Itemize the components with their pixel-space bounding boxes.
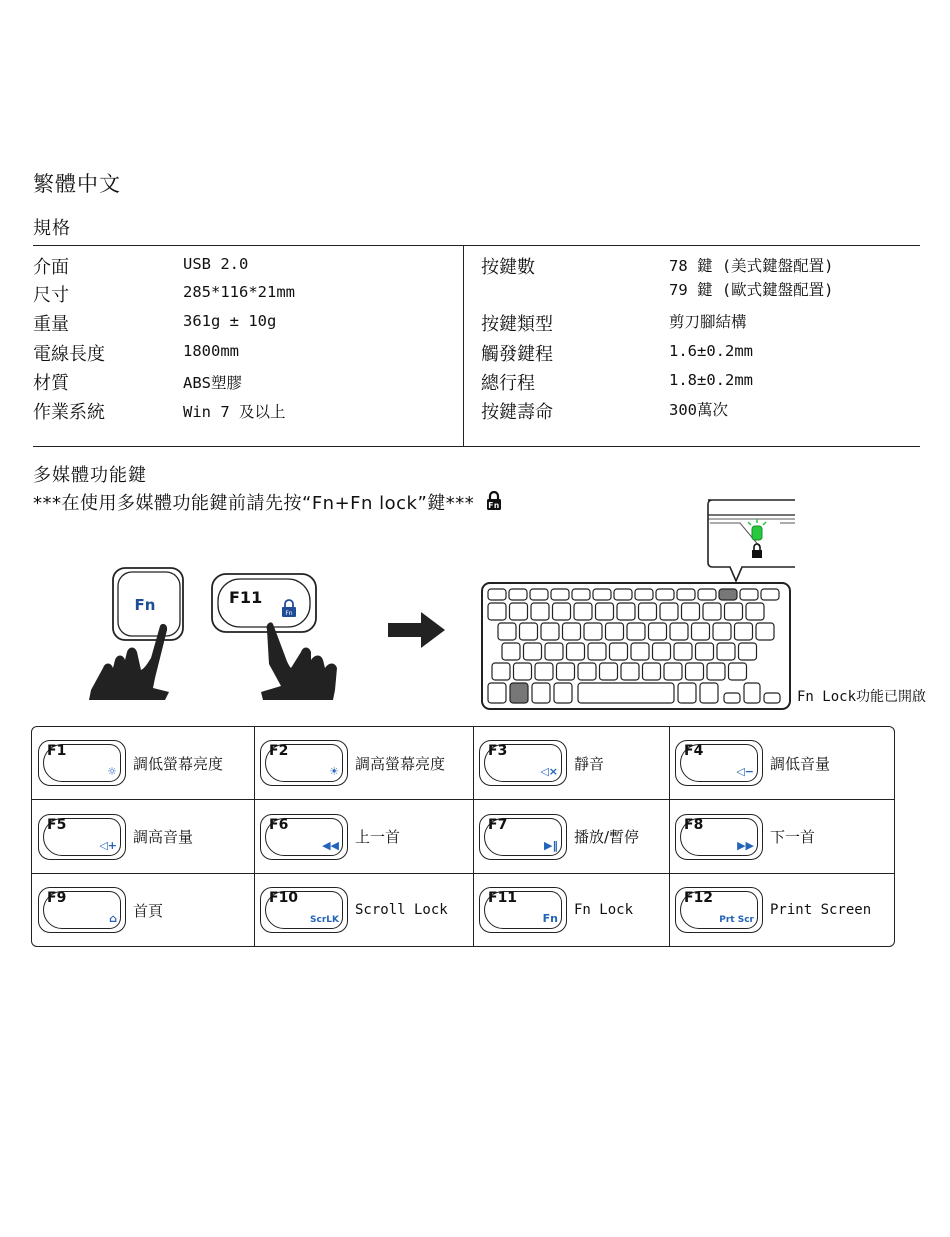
fkey-description: 播放/暫停 xyxy=(574,828,640,846)
keyboard-key xyxy=(488,603,506,620)
volume-up-icon: ◁+ xyxy=(99,838,117,852)
keyboard-key xyxy=(531,603,549,620)
scroll-lock-icon: ScrLK xyxy=(310,915,339,925)
keyboard-key xyxy=(535,663,553,680)
keyboard-key xyxy=(717,643,735,660)
spec-value: 1.8±0.2mm xyxy=(669,371,753,389)
fkey-label: F10 xyxy=(269,890,299,906)
keyboard-key xyxy=(631,643,649,660)
keyboard-key xyxy=(729,663,747,680)
fkey-label: F12 xyxy=(684,890,714,906)
keyboard-key xyxy=(692,623,710,640)
keyboard-key xyxy=(744,683,760,703)
spec-value: 1.6±0.2mm xyxy=(669,342,753,360)
fkey-label: F8 xyxy=(684,816,704,833)
keyboard-key xyxy=(588,643,606,660)
keyboard-illustration xyxy=(480,497,795,712)
fkey-label: F1 xyxy=(47,743,67,759)
fkey-description: 調高音量 xyxy=(133,828,194,846)
fn-plus-f11-illustration xyxy=(85,560,455,710)
keyboard-key xyxy=(610,643,628,660)
keyboard-key xyxy=(554,683,572,703)
brightness-down-icon: ☼ xyxy=(107,765,117,778)
fkey-description: 上一首 xyxy=(355,828,401,846)
keyboard-key xyxy=(510,603,528,620)
spec-value: 361g ± 10g xyxy=(183,312,277,330)
fn-lock-note xyxy=(33,489,503,515)
fkey-f2 xyxy=(260,740,348,786)
fkey-f5 xyxy=(38,814,126,860)
spec-value: 300萬次 xyxy=(669,401,728,419)
spec-label: 介面 xyxy=(33,257,69,278)
keyboard-key xyxy=(567,643,585,660)
fkey-label: F7 xyxy=(488,816,508,833)
keyboard-key xyxy=(600,663,618,680)
keyboard-key xyxy=(627,623,645,640)
fkey-description: Print Screen xyxy=(770,902,872,918)
keyboard-key xyxy=(502,643,520,660)
fkey-cell-f8 xyxy=(675,800,815,873)
fkey-description: 靜音 xyxy=(574,754,605,773)
keyboard-key xyxy=(557,663,575,680)
spec-value: Win 7 及以上 xyxy=(183,403,286,421)
spec-table xyxy=(33,245,920,447)
keyboard-key xyxy=(696,643,714,660)
fkey-f10 xyxy=(260,887,348,933)
keyboard-key xyxy=(545,643,563,660)
fkey-cell-f10 xyxy=(260,874,448,946)
fkey-f3 xyxy=(479,740,567,786)
keyboard-key xyxy=(677,589,695,600)
fn-lock-key xyxy=(719,589,737,600)
fkey-label: F5 xyxy=(47,816,67,833)
spec-value: 285*116*21mm xyxy=(183,283,295,301)
fkey-description: Scroll Lock xyxy=(355,902,448,918)
spec-value: 1800mm xyxy=(183,342,239,360)
keyboard-key xyxy=(614,589,632,600)
fkey-cell-f3 xyxy=(479,727,604,799)
keyboard-key xyxy=(756,623,774,640)
keyboard-key xyxy=(584,623,602,640)
fkey-description: 調高螢幕亮度 xyxy=(355,754,446,773)
fkey-f12 xyxy=(675,887,763,933)
fkey-f6 xyxy=(260,814,348,860)
keyboard-key xyxy=(686,663,704,680)
keyboard-key xyxy=(532,683,550,703)
keyboard-key xyxy=(713,623,731,640)
spec-value: ABS塑膠 xyxy=(183,374,242,392)
fkey-f11 xyxy=(479,887,567,933)
spec-label: 按鍵類型 xyxy=(481,314,553,335)
spec-label: 按鍵壽命 xyxy=(481,402,553,423)
fkey-label: F3 xyxy=(488,743,508,759)
fkey-f8 xyxy=(675,814,763,860)
keyboard-key xyxy=(520,623,538,640)
spec-label: 重量 xyxy=(33,314,69,335)
multimedia-heading: 多媒體功能鍵 xyxy=(33,465,147,486)
fn-key-highlight xyxy=(510,683,528,703)
brightness-up-icon: ☀ xyxy=(329,765,339,778)
fkey-label: F11 xyxy=(488,890,518,906)
home-icon: ⌂ xyxy=(109,912,117,925)
fkey-cell-f6 xyxy=(260,800,400,873)
keyboard-key xyxy=(670,623,688,640)
hand-right-icon xyxy=(261,622,337,700)
keyboard-key xyxy=(682,603,700,620)
fkey-label: F9 xyxy=(47,890,67,906)
keyboard-key xyxy=(574,603,592,620)
fkey-description: 下一首 xyxy=(770,828,816,846)
keyboard-key xyxy=(656,589,674,600)
keyboard-key xyxy=(617,603,635,620)
grid-divider xyxy=(254,727,255,946)
mute-icon: ◁× xyxy=(540,765,558,778)
keyboard-key xyxy=(660,603,678,620)
keyboard-key xyxy=(724,693,740,703)
page-title: 繁體中文 xyxy=(33,172,121,196)
fkey-f4 xyxy=(675,740,763,786)
f11-key-label: F11 xyxy=(229,588,263,607)
fkey-cell-f5 xyxy=(38,800,193,873)
keyboard-key xyxy=(678,683,696,703)
fkey-cell-f11 xyxy=(479,874,633,946)
keyboard-key xyxy=(707,663,725,680)
fkey-f1 xyxy=(38,740,126,786)
fkey-f9 xyxy=(38,887,126,933)
keyboard-key xyxy=(606,623,624,640)
grid-divider xyxy=(669,727,670,946)
keyboard-key xyxy=(509,589,527,600)
keyboard-key xyxy=(746,603,764,620)
keyboard-key xyxy=(700,683,718,703)
keyboard-key xyxy=(551,589,569,600)
keyboard-key xyxy=(524,643,542,660)
keyboard-key xyxy=(639,603,657,620)
keyboard-key xyxy=(764,693,780,703)
keyboard-key xyxy=(698,589,716,600)
previous-track-icon: ◀◀ xyxy=(322,838,339,852)
spacebar xyxy=(578,683,674,703)
keyboard-key xyxy=(674,643,692,660)
keyboard-key xyxy=(541,623,559,640)
keyboard-key xyxy=(635,589,653,600)
spec-heading: 規格 xyxy=(33,218,71,239)
spec-value: USB 2.0 xyxy=(183,255,249,273)
keyboard-key xyxy=(739,643,757,660)
keyboard-key xyxy=(621,663,639,680)
volume-down-icon: ◁− xyxy=(736,765,754,778)
fkey-cell-f1 xyxy=(38,727,223,799)
keyboard-key xyxy=(653,643,671,660)
fkey-f7 xyxy=(479,814,567,860)
keyboard-key xyxy=(703,603,721,620)
fkey-label: F6 xyxy=(269,816,289,833)
function-key-table xyxy=(31,726,895,947)
keyboard-key xyxy=(488,683,506,703)
keyboard-key xyxy=(735,623,753,640)
keyboard-key xyxy=(643,663,661,680)
fkey-cell-f4 xyxy=(675,727,830,799)
spec-label: 作業系統 xyxy=(33,402,105,423)
next-track-icon: ▶▶ xyxy=(737,838,754,852)
keyboard-key xyxy=(563,623,581,640)
fn-lock-icon: Fn xyxy=(542,912,558,925)
fn-key-label: Fn xyxy=(134,596,156,614)
fkey-description: 調低螢幕亮度 xyxy=(133,754,224,773)
keyboard-key xyxy=(553,603,571,620)
fkey-cell-f2 xyxy=(260,727,445,799)
fkey-description: Fn Lock xyxy=(574,902,634,918)
keyboard-key xyxy=(488,589,506,600)
keyboard-key xyxy=(664,663,682,680)
fkey-cell-f7 xyxy=(479,800,639,873)
keyboard-key xyxy=(578,663,596,680)
keyboard-key xyxy=(740,589,758,600)
spec-label: 總行程 xyxy=(481,373,535,394)
spec-label: 尺寸 xyxy=(33,285,69,306)
fkey-label: F2 xyxy=(269,743,289,759)
grid-divider xyxy=(473,727,474,946)
fkey-cell-f9 xyxy=(38,874,163,946)
spec-divider xyxy=(463,246,464,446)
keyboard-key xyxy=(725,603,743,620)
fkey-description: 調低音量 xyxy=(770,754,831,773)
keyboard-key xyxy=(498,623,516,640)
keyboard-key xyxy=(572,589,590,600)
play-pause-icon: ▶‖ xyxy=(544,838,558,852)
keyboard-key xyxy=(761,589,779,600)
spec-value: 79 鍵 (歐式鍵盤配置) xyxy=(669,281,834,299)
keyboard-key xyxy=(593,589,611,600)
spec-label: 材質 xyxy=(33,373,69,394)
arrow-right-icon xyxy=(388,612,445,648)
note-text: ***在使用多媒體功能鍵前請先按“Fn+Fn lock”鍵*** xyxy=(33,493,475,514)
keyboard-key xyxy=(649,623,667,640)
f11-lock-badge: Fn xyxy=(285,610,293,617)
spec-label: 觸發鍵程 xyxy=(481,344,553,365)
spec-label: 電線長度 xyxy=(33,344,105,365)
fkey-description: 首頁 xyxy=(133,901,164,920)
fkey-cell-f12 xyxy=(675,874,871,946)
spec-value: 剪刀腳結構 xyxy=(669,313,747,331)
keyboard-key xyxy=(596,603,614,620)
keyboard-key xyxy=(530,589,548,600)
print-screen-icon: Prt Scr xyxy=(719,915,754,925)
keyboard-key xyxy=(492,663,510,680)
spec-label: 按鍵數 xyxy=(481,257,535,278)
fkey-label: F4 xyxy=(684,743,704,759)
indicator-callout xyxy=(708,500,795,581)
fn-lock-led xyxy=(752,526,762,540)
fn-lock-glyph-text: Fn xyxy=(487,501,500,510)
fn-lock-caption: Fn Lock功能已開啟 xyxy=(797,689,927,705)
keyboard-key xyxy=(514,663,532,680)
spec-value: 78 鍵 (美式鍵盤配置) xyxy=(669,257,834,275)
